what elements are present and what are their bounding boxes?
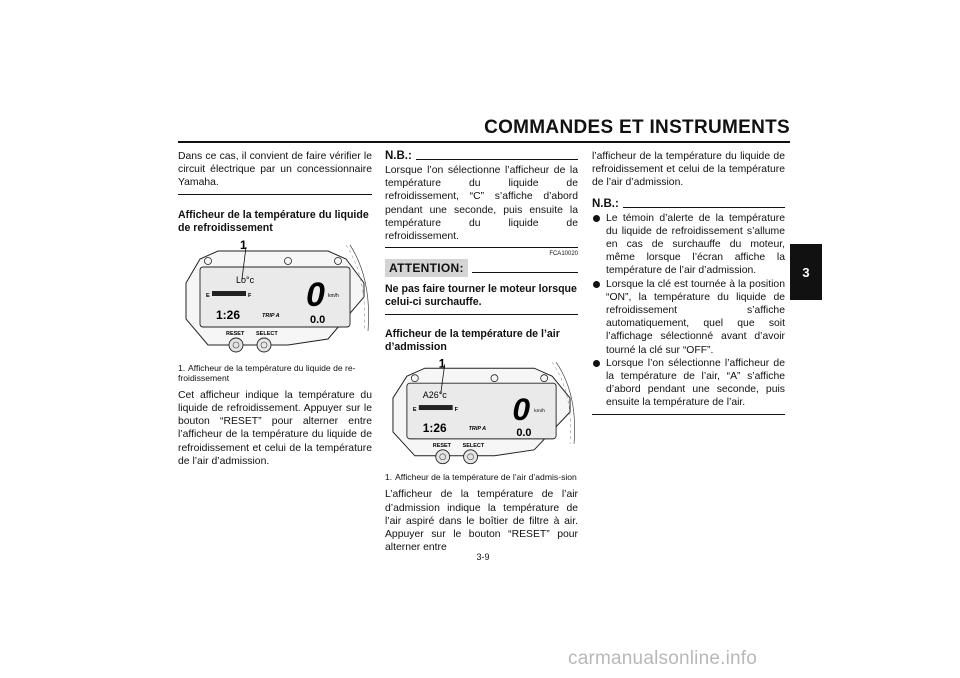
fuel-f-label: F (454, 407, 458, 414)
list-item: Le témoin d’alerte de la température du liquide de refroidissement s’allume en cas de surchauffe du moteur, même lorsque l’écran affiche la température de l’air d’admission. (592, 212, 785, 278)
clock-readout: 1:26 (216, 308, 241, 323)
figure-caption (178, 363, 372, 384)
nb-label: N.B.: (385, 150, 412, 162)
select-button (257, 338, 271, 352)
nb-bullet-list (592, 212, 785, 410)
intro-paragraph: Dans ce cas, il convient de faire vérifier le circuit électrique par un concessionnaire Yamaha. (178, 151, 372, 189)
divider (178, 194, 372, 195)
clock-readout: 1:26 (422, 420, 447, 435)
continued-paragraph: l’afficheur de la température du liquide de refroidissement et celui de la température de l’air d’admission. (592, 151, 785, 189)
lcd-readout: A26°c (422, 390, 447, 401)
reset-label: RESET (432, 442, 451, 449)
page-number: 3-9 (476, 552, 490, 562)
trip-a-label: TRIP A (262, 313, 280, 320)
column-1 (178, 150, 372, 468)
reference-code: FCA10020 (549, 251, 578, 258)
section-heading-air: Afficheur de la température de l’air d’admission (385, 327, 560, 353)
body-paragraph: L’afficheur de la température de l’air d’admission indique la température de l’air aspiré dans le boîtier de filtre à air. Appuyer sur le bouton “RESET” pour alterner entre (385, 489, 578, 554)
trip-readout: 0.0 (516, 426, 532, 439)
select-button (464, 450, 478, 464)
watermark: carmanualsonline.info (568, 648, 758, 669)
bullet-icon (593, 215, 600, 222)
list-item: Lorsque l’on sélectionne l’afficheur de la température de l’air, “A” s’affiche d’abord pendant une seconde, puis ensuite la température de l’air. (592, 357, 785, 410)
figure-caption (385, 472, 578, 482)
attention-text: Ne pas faire tourner le moteur lorsque celui-ci surchauffe. (385, 283, 577, 309)
speed-digit: 0 (512, 390, 531, 427)
list-item: Lorsque la clé est tournée à la position “ON”, la température du liquide de refroidissement s’affiche automatiquement, quel que soit l’affichage sélectionné avant d’avoir tourné la clé sur “OFF”. (592, 278, 785, 357)
divider (592, 414, 785, 415)
coolant-display-figure (178, 239, 372, 359)
nb-label: N.B.: (592, 197, 619, 210)
divider (385, 247, 578, 248)
section-heading-coolant: Afficheur de la température du liquide de refroidissement (178, 208, 369, 234)
nb-text: Lorsque l’on sélectionne l’afficheur de la température du liquide de refroidissement, “C” s’affiche d’abord pendant une seconde, puis ensuite la température du liquide de refroidissement. (385, 165, 578, 243)
page-header-title: COMMANDES ET INSTRUMENTS (484, 117, 790, 138)
fuel-f-label: F (248, 293, 252, 300)
column-3 (592, 150, 785, 415)
column-2 (385, 150, 578, 554)
caption-text: Afficheur de la température du liquide de re-froidissement (178, 363, 356, 384)
select-label: SELECT (256, 331, 278, 338)
fuel-e-label: E (206, 293, 210, 300)
attention-heading (385, 259, 578, 277)
divider (385, 314, 578, 315)
reset-button (229, 338, 243, 352)
air-display-figure (385, 358, 578, 468)
fuel-e-label: E (412, 407, 417, 414)
bullet-icon (593, 360, 600, 367)
reset-label: RESET (226, 331, 245, 338)
bullet-icon (593, 281, 600, 288)
speed-digit: 0 (306, 276, 325, 315)
attention-label: ATTENTION: (385, 259, 468, 277)
kmh-label: km/h (328, 293, 339, 300)
reset-button (436, 450, 450, 464)
callout-number: 1 (240, 239, 247, 253)
select-label: SELECT (462, 442, 485, 449)
caption-number: 1. (385, 472, 393, 483)
nb-heading (385, 150, 578, 162)
chapter-tab: 3 (790, 244, 822, 300)
caption-text: Afficheur de la température de l’air d’admis-sion (395, 472, 577, 483)
body-paragraph: Cet afficheur indique la température du liquide de refroidissement. Appuyer sur le bouton “RESET” pour alterner entre l’afficheur de la température du liquide de refroidissement et celui de la température de l’air d’admission. (178, 389, 372, 467)
lcd-readout: Lo°c (236, 275, 255, 286)
callout-number: 1 (438, 358, 446, 371)
kmh-label: km/h (534, 409, 546, 415)
trip-a-label: TRIP A (468, 425, 487, 432)
nb-heading (592, 198, 785, 210)
caption-number: 1. (178, 363, 186, 374)
trip-readout: 0.0 (310, 314, 326, 327)
header-rule (178, 141, 790, 143)
